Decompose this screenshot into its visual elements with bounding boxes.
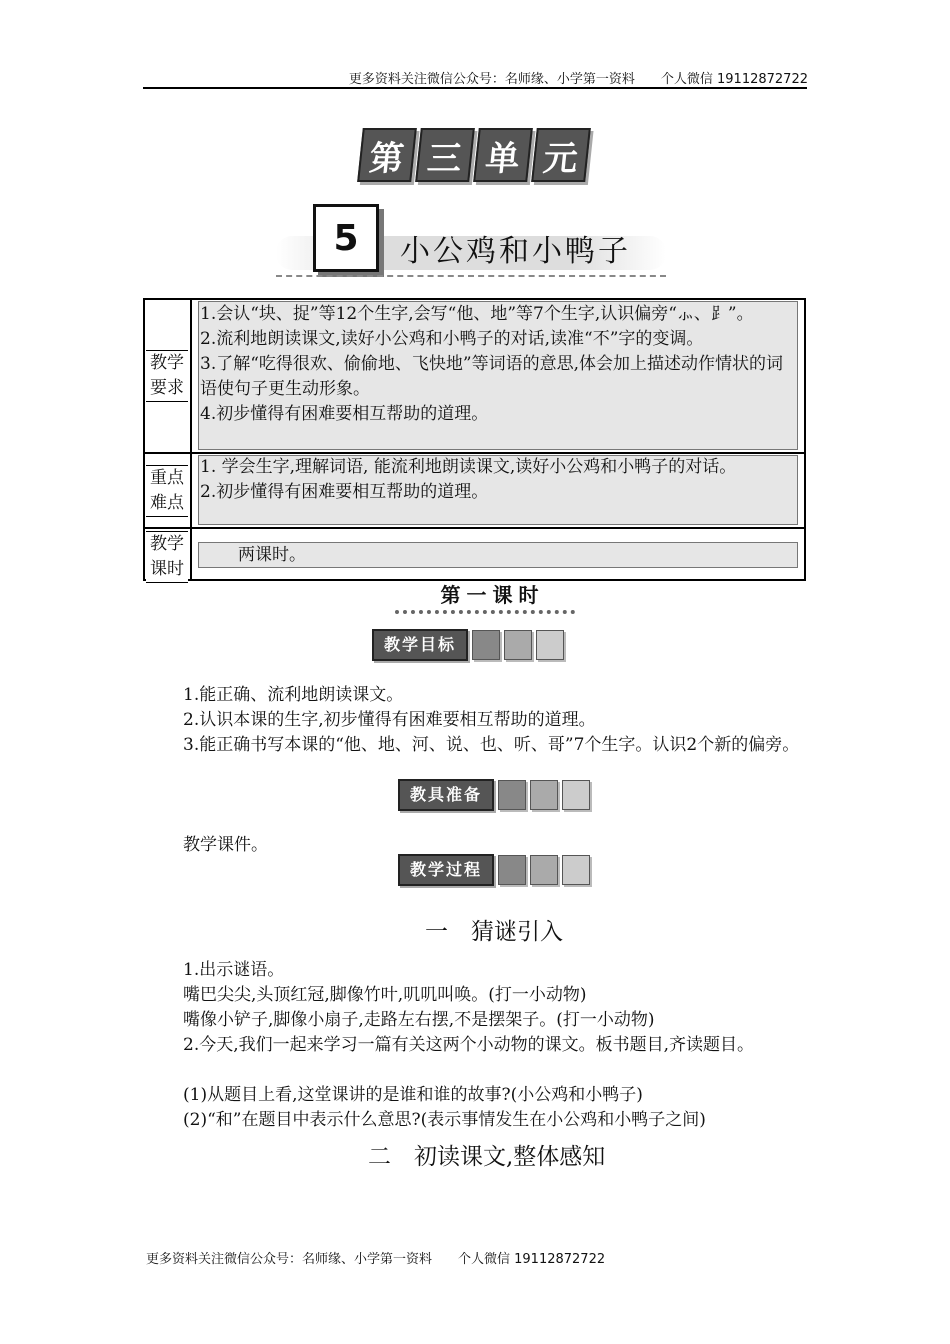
- objectives-label: 教学目标: [372, 629, 468, 661]
- goal-item: 3.了解“吃得很欢、偷偷地、飞快地”等词语的意思,体会加上描述动作情状的词语使句子更生动形象。: [200, 354, 784, 399]
- unit-banner: [360, 128, 588, 182]
- paragraph: 2.今天,我们一起来学习一篇有关这两个小动物的课文。板书题目,齐读题目。: [183, 1035, 755, 1055]
- unit-char: 第: [357, 128, 417, 182]
- goal-item: 1.会认“块、捉”等12个生字,会写“他、地”等7个生字,认识偏旁“⺗、⻊”。: [200, 304, 754, 324]
- badge-square: [530, 855, 558, 885]
- objective-item: 1.能正确、流利地朗读课文。: [183, 685, 404, 705]
- key-points-text: [200, 455, 794, 505]
- lesson-title: 小公鸡和小鸭子: [400, 234, 631, 269]
- badge-square: [498, 780, 526, 810]
- unit-char: 三: [415, 128, 475, 182]
- paragraph: (2)“和”在题目中表示什么意思?(表示事情发生在小公鸡和小鸭子之间): [183, 1110, 706, 1130]
- process-badge: [398, 855, 590, 885]
- badge-square: [504, 630, 532, 660]
- key-point-item: 2.初步懂得有困难要相互帮助的道理。: [200, 482, 489, 502]
- objective-item: 2.认识本课的生字,初步懂得有困难要相互帮助的道理。: [183, 710, 596, 730]
- unit-char: 元: [531, 128, 591, 182]
- objective-item: 3.能正确书写本课的“他、地、河、说、也、听、哥”7个生字。认识2个新的偏旁。: [183, 735, 800, 755]
- badge-square: [530, 780, 558, 810]
- prep-label: 教具准备: [398, 779, 494, 811]
- goals-label: 教学要求: [146, 350, 188, 402]
- badge-square: [498, 855, 526, 885]
- paragraph: 1.出示谜语。: [183, 960, 285, 980]
- class-hours-label: 教学课时: [146, 531, 188, 583]
- key-points-label: 重点难点: [146, 465, 188, 517]
- section-heading: 一 猜谜引入: [425, 919, 563, 945]
- badge-square: [536, 630, 564, 660]
- objectives-badge: [372, 630, 564, 660]
- period-title: 第一课时: [440, 583, 545, 607]
- goal-item: 4.初步懂得有困难要相互帮助的道理。: [200, 404, 489, 424]
- lesson-title-underline: [276, 275, 666, 277]
- process-label: 教学过程: [398, 854, 494, 886]
- key-point-item: 1. 学会生字,理解词语, 能流利地朗读课文,读好小公鸡和小鸭子的对话。: [200, 457, 737, 477]
- badge-square: [472, 630, 500, 660]
- prep-badge: [398, 780, 590, 810]
- header-rule: [143, 87, 807, 89]
- goals-text: [200, 302, 794, 427]
- page-footer: 更多资料关注微信公众号：名师缘、小学第一资料 个人微信 19112872722: [146, 1252, 606, 1267]
- paragraph: (1)从题目上看,这堂课讲的是谁和谁的故事?(小公鸡和小鸭子): [183, 1085, 643, 1105]
- lesson-number-calendar-icon: 5: [313, 204, 379, 272]
- section-heading: 二 初读课文,整体感知: [368, 1144, 606, 1170]
- prep-text: 教学课件。: [183, 835, 268, 855]
- paragraph: 嘴巴尖尖,头顶红冠,脚像竹叶,叽叽叫唤。(打一小动物): [183, 985, 587, 1005]
- table-row-divider: [143, 527, 806, 529]
- period-title-rule: [395, 610, 575, 614]
- badge-square: [562, 855, 590, 885]
- goal-item: 2.流利地朗读课文,读好小公鸡和小鸭子的对话,读准“不”字的变调。: [200, 329, 704, 349]
- unit-char: 单: [473, 128, 533, 182]
- class-hours-text: 两课时。: [238, 545, 306, 565]
- table-divider: [190, 298, 192, 581]
- table-row-divider: [143, 452, 806, 454]
- paragraph: 嘴像小铲子,脚像小扇子,走路左右摆,不是摆架子。(打一小动物): [183, 1010, 655, 1030]
- page-header: 更多资料关注微信公众号：名师缘、小学第一资料 个人微信 19112872722: [348, 72, 808, 87]
- badge-square: [562, 780, 590, 810]
